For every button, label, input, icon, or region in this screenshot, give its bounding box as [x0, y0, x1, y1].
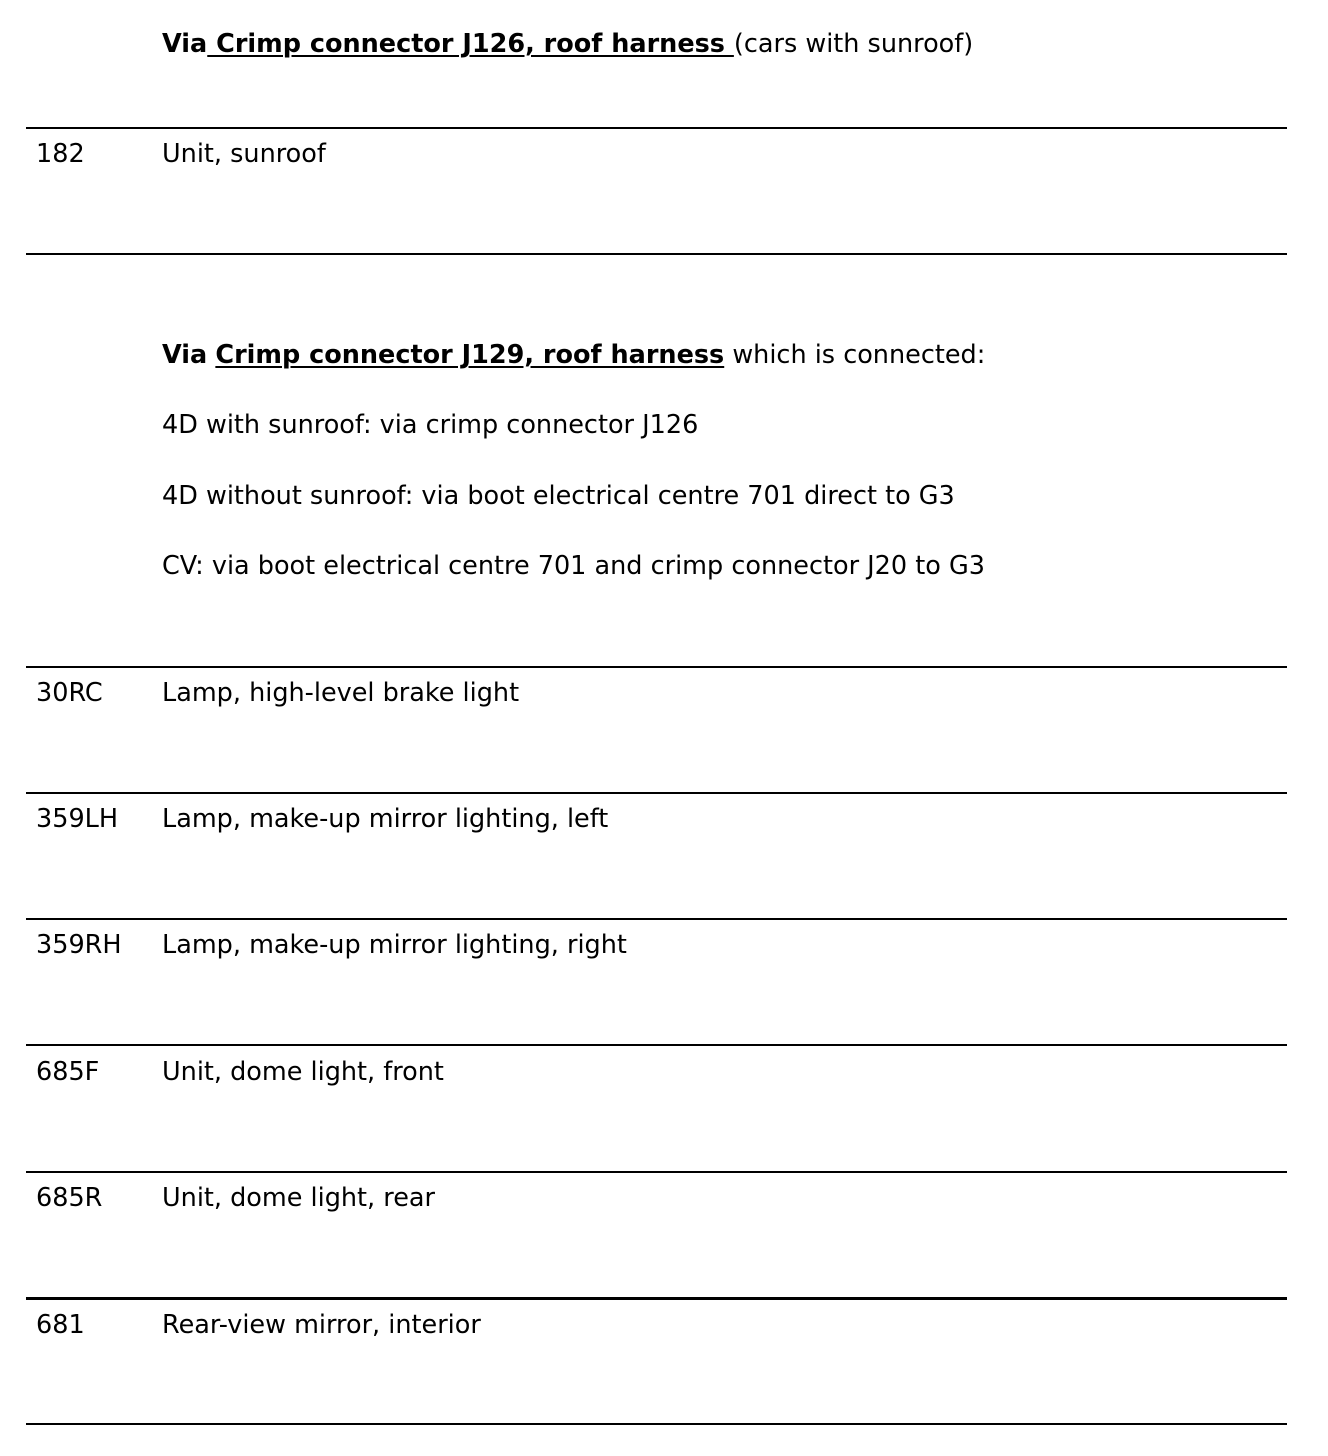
- section1-note: (cars with sunroof): [733, 29, 974, 59]
- row-code: 359LH: [36, 804, 119, 834]
- row-code: 30RC: [36, 678, 103, 708]
- section2-line: CV: via boot electrical centre 701 and crimp connector J20 to G3: [162, 551, 985, 581]
- section2-line: 4D with sunroof: via crimp connector J126: [162, 410, 699, 440]
- section1-connector-link[interactable]: Crimp connector J126, roof harness: [207, 29, 734, 59]
- row-description: Lamp, make-up mirror lighting, right: [162, 930, 627, 960]
- row-description: Lamp, high-level brake light: [162, 678, 520, 708]
- section2-note: which is connected:: [724, 340, 986, 370]
- table-rule: [26, 1044, 1287, 1046]
- row-code: 359RH: [36, 930, 122, 960]
- row-description: Unit, dome light, rear: [162, 1183, 435, 1213]
- row-description: Unit, dome light, front: [162, 1057, 444, 1087]
- table-rule: [26, 127, 1287, 129]
- table-rule: [26, 918, 1287, 920]
- section2-connector-link[interactable]: Crimp connector J129, roof harness: [215, 340, 725, 370]
- table-rule: [26, 792, 1287, 794]
- section1-heading: [162, 29, 974, 59]
- row-code: 182: [36, 139, 85, 169]
- row-code: 685R: [36, 1183, 103, 1213]
- table-rule: [26, 1423, 1287, 1425]
- table-rule: [26, 253, 1287, 255]
- table-rule: [26, 666, 1287, 668]
- section2-via: Via: [162, 340, 208, 370]
- row-code: 685F: [36, 1057, 100, 1087]
- section1-via: Via: [162, 29, 208, 59]
- section2-heading: [162, 340, 986, 370]
- row-code: 681: [36, 1310, 85, 1340]
- table-rule: [26, 1297, 1287, 1300]
- row-description: Rear-view mirror, interior: [162, 1310, 481, 1340]
- table-rule: [26, 1171, 1287, 1173]
- row-description: Unit, sunroof: [162, 139, 326, 169]
- row-description: Lamp, make-up mirror lighting, left: [162, 804, 609, 834]
- section2-line: 4D without sunroof: via boot electrical centre 701 direct to G3: [162, 481, 955, 511]
